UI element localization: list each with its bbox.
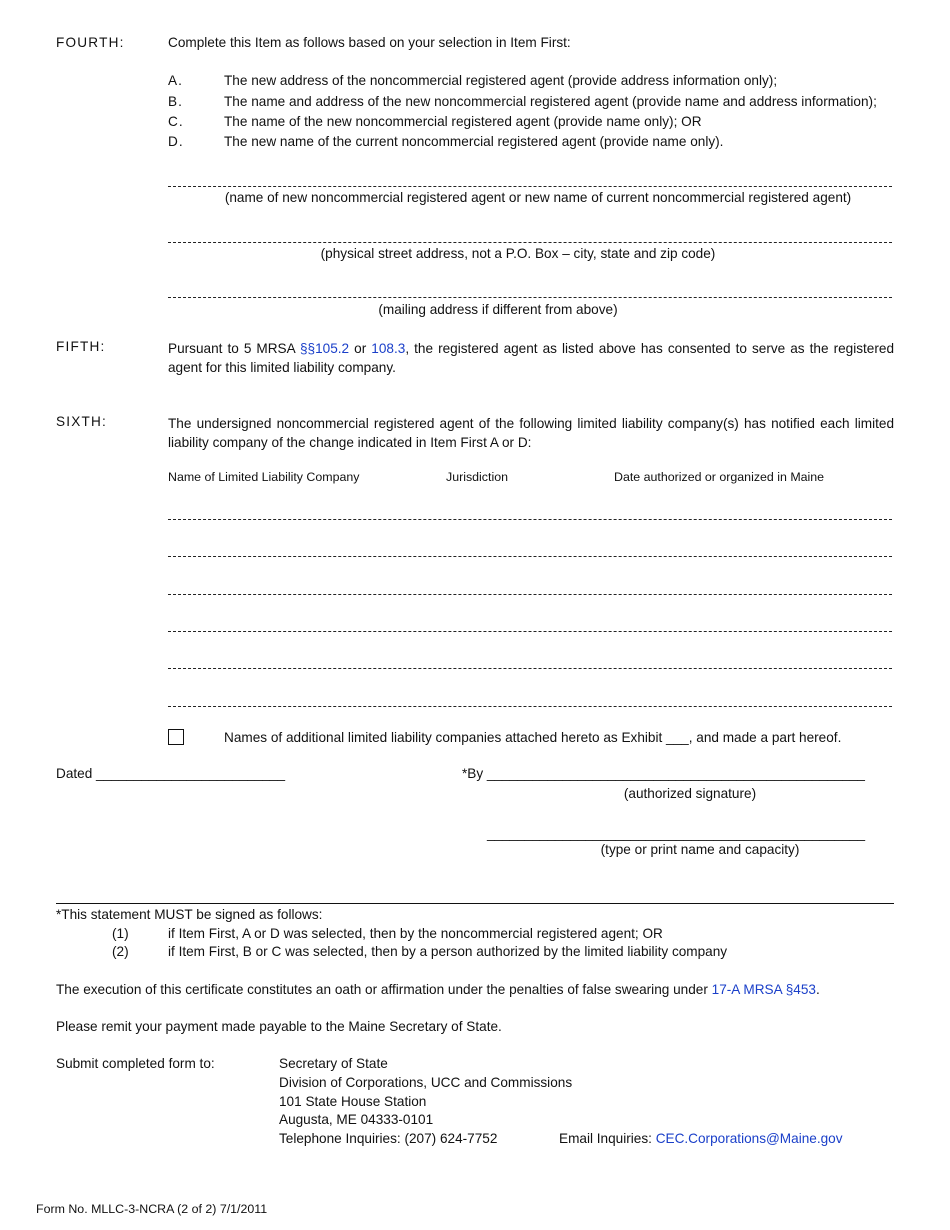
authorized-signature-caption: (authorized signature) — [623, 786, 757, 801]
column-header-date: Date authorized or organized in Maine — [614, 470, 825, 484]
oath-text: The execution of this certificate constitutes an oath or affirmation under the penalties of false swearing under — [56, 982, 712, 997]
address-line: 101 State House Station — [279, 1094, 427, 1109]
address-line: Division of Corporations, UCC and Commissions — [279, 1075, 573, 1090]
fifth-text-part: Pursuant to 5 MRSA — [168, 341, 300, 356]
fourth-intro: Complete this Item as follows based on your selection in Item First: — [168, 35, 571, 50]
column-header-jurisdiction: Jurisdiction — [446, 470, 508, 484]
llc-entry-line[interactable] — [168, 706, 892, 707]
column-header-llc-name: Name of Limited Liability Company — [168, 470, 360, 484]
email-inquiries — [559, 1131, 843, 1146]
must-sign-note: *This statement MUST be signed as follows: — [56, 907, 323, 922]
option-letter: A. — [168, 73, 183, 88]
section-divider — [56, 903, 894, 904]
note-item: if Item First, A or D was selected, then by the noncommercial registered agent; OR — [168, 926, 663, 941]
address-line: Secretary of State — [279, 1056, 388, 1071]
fifth-text-part: or — [349, 341, 372, 356]
address-line: Augusta, ME 04333-0101 — [279, 1112, 434, 1127]
fifth-text-part: , the registered agent as listed above has consented to serve as the registered agent for this limited liability company. — [168, 341, 895, 375]
llc-entry-line[interactable] — [168, 594, 892, 595]
mailing-address-caption: (mailing address if different from above) — [378, 302, 618, 317]
option-b — [168, 94, 877, 109]
llc-entry-line[interactable] — [168, 631, 892, 632]
option-c — [168, 114, 702, 129]
fifth-label: FIFTH: — [56, 339, 106, 354]
note-number: (2) — [112, 944, 129, 959]
print-name-field[interactable]: __________________________________________________ — [487, 826, 866, 841]
llc-entry-line[interactable] — [168, 556, 892, 557]
oath-statement — [56, 982, 820, 997]
note-number: (1) — [112, 926, 129, 941]
option-text: The new address of the noncommercial registered agent (provide address information only); — [224, 73, 778, 88]
remit-statement: Please remit your payment made payable to the Maine Secretary of State. — [56, 1019, 502, 1034]
option-letter: C. — [168, 114, 184, 129]
oath-end: . — [815, 982, 820, 997]
email-label: Email Inquiries: — [559, 1131, 656, 1146]
exhibit-text: Names of additional limited liability companies attached hereto as Exhibit ___, and made a part hereof. — [224, 730, 842, 745]
telephone-inquiries: Telephone Inquiries: (207) 624-7752 — [279, 1131, 498, 1146]
street-address-caption: (physical street address, not a P.O. Box – city, state and zip code) — [320, 246, 716, 261]
authorized-signature-field[interactable]: *By __________________________________________________ — [462, 766, 865, 781]
option-letter: D. — [168, 134, 184, 149]
llc-entry-line[interactable] — [168, 668, 892, 669]
email-link[interactable]: CEC.Corporations@Maine.gov — [655, 1131, 843, 1146]
dated-field[interactable]: Dated _________________________ — [56, 766, 286, 781]
agent-name-line[interactable] — [168, 186, 892, 187]
street-address-line[interactable] — [168, 242, 892, 243]
option-d — [168, 134, 723, 149]
option-text: The name of the new noncommercial registered agent (provide name only); OR — [224, 114, 702, 129]
fourth-label: FOURTH: — [56, 35, 125, 50]
option-letter: B. — [168, 94, 183, 109]
llc-entry-line[interactable] — [168, 519, 892, 520]
note-item: if Item First, B or C was selected, then by a person authorized by the limited liability company — [168, 944, 728, 959]
statute-link-105-2[interactable]: §§105.2 — [299, 341, 350, 356]
print-name-caption: (type or print name and capacity) — [600, 842, 800, 857]
statute-link-17a-453[interactable]: 17-A MRSA §453 — [711, 982, 816, 997]
mailing-address-line[interactable] — [168, 297, 892, 298]
agent-name-caption: (name of new noncommercial registered agent or new name of current noncommercial registered agent) — [224, 190, 852, 205]
sixth-text: The undersigned noncommercial registered agent of the following limited liability company(s) has notified each limited liability company of the change indicated in Item First A or D: — [168, 416, 894, 450]
sixth-label: SIXTH: — [56, 414, 108, 429]
option-a — [168, 73, 777, 88]
exhibit-checkbox[interactable] — [168, 729, 184, 745]
form-number: Form No. MLLC-3-NCRA (2 of 2) 7/1/2011 — [36, 1202, 268, 1216]
statute-link-108-3[interactable]: 108.3 — [371, 341, 406, 356]
submit-label: Submit completed form to: — [56, 1056, 215, 1071]
option-text: The name and address of the new noncommercial registered agent (provide name and address information); — [224, 94, 877, 109]
option-text: The new name of the current noncommercial registered agent (provide name only). — [224, 134, 724, 149]
fifth-text — [168, 339, 894, 377]
